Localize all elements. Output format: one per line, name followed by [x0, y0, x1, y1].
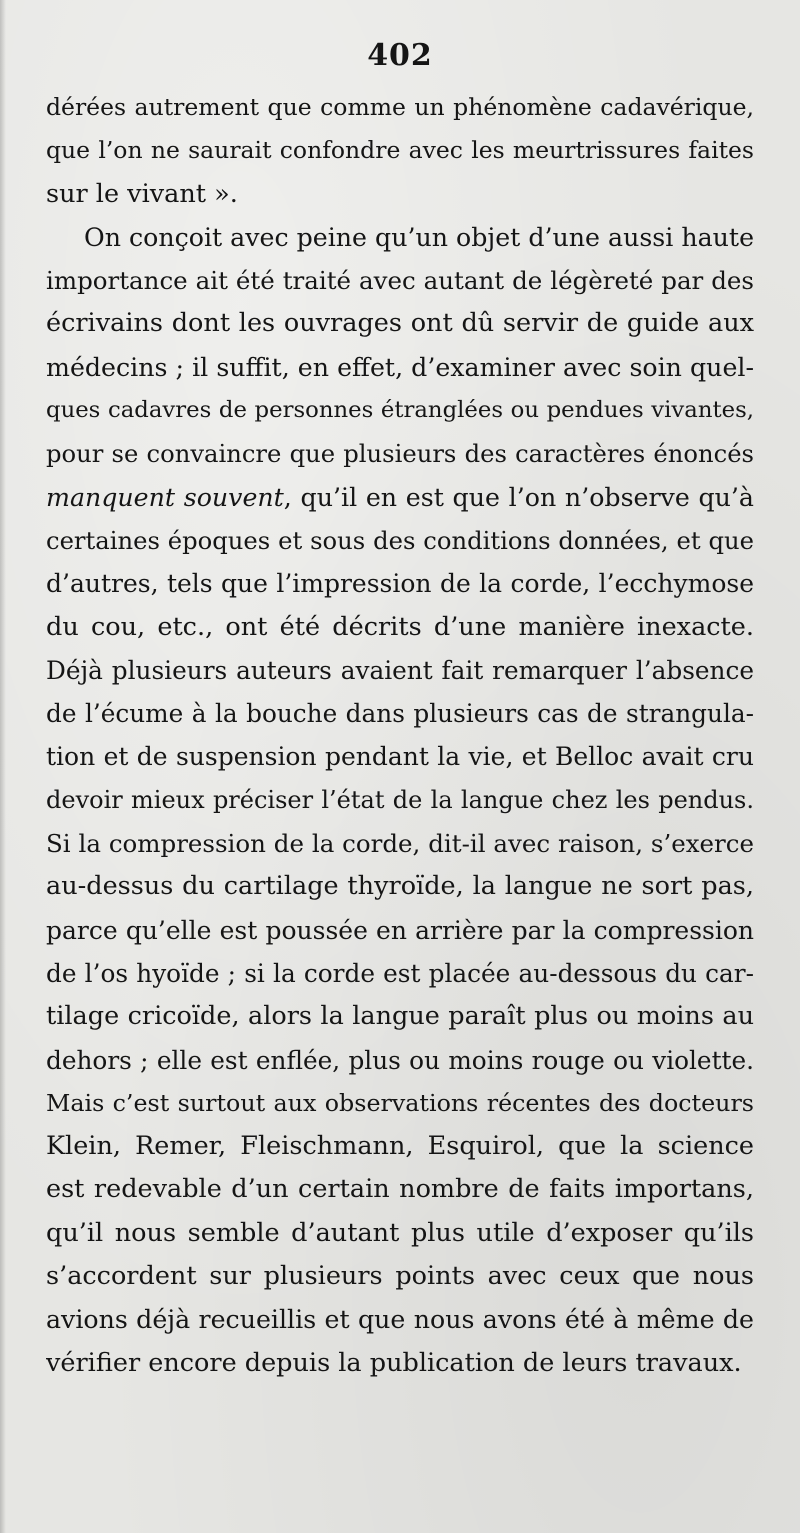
text-line: Klein, Remer, Fleischmann, Esquirol, que la science [46, 1131, 754, 1162]
text-line: au-dessus du cartilage thyroïde, la langue ne sort pas, [46, 871, 754, 902]
text-line: Déjà plusieurs auteurs avaient fait remarquer l’absence [46, 655, 754, 685]
text-line: du cou, etc., ont été décrits d’une manière inexacte. [46, 611, 754, 642]
text-line: que l’on ne saurait confondre avec les meurtrissures faites [46, 136, 754, 165]
text-line: dérées autrement que comme un phénomène cadavérique, [46, 93, 754, 121]
text-line: tilage cricoïde, alors la langue paraît plus ou moins au [46, 1001, 754, 1032]
text-line: écrivains dont les ouvrages ont dû servir de guide aux [46, 308, 754, 339]
body-text [46, 86, 754, 1385]
text-line: avions déjà recueillis et que nous avons été à même de [46, 1305, 754, 1335]
text-line: est redevable d’un certain nombre de faits importans, [46, 1174, 754, 1205]
text-line: parce qu’elle est poussée en arrière par la compression [46, 915, 754, 945]
text-line: Si la compression de la corde, dit-il avec raison, s’exerce [46, 829, 754, 859]
text-line: qu’il nous semble d’autant plus utile d’exposer qu’ils [46, 1217, 754, 1248]
text-line: importance ait été traité avec autant de légèreté par des [46, 266, 754, 296]
text-line-rest: , qu’il en est que l’on n’observe qu’à [283, 482, 754, 512]
text-line: sur le vivant ». [46, 178, 238, 209]
page-number: 402 [367, 38, 433, 73]
text-line: On conçoit avec peine qu’un objet d’une aussi haute [84, 222, 754, 252]
text-line: Mais c’est surtout aux observations récentes des docteurs [46, 1088, 754, 1117]
text-line: s’accordent sur plusieurs points avec ceux que nous [46, 1261, 754, 1292]
text-line: ques cadavres de personnes étranglées ou pendues vivantes, [46, 397, 754, 424]
text-line: certaines époques et sous des conditions données, et que [46, 525, 754, 555]
text-line [46, 476, 754, 519]
text-line: tion et de suspension pendant la vie, et Belloc avait cru [46, 742, 754, 772]
text-line: de l’écume à la bouche dans plusieurs cas de strangula- [46, 699, 754, 729]
text-line: devoir mieux préciser l’état de la langue chez les pendus. [46, 785, 754, 814]
text-line: d’autres, tels que l’impression de la corde, l’ecchymose [46, 569, 754, 599]
text-line: vérifier encore depuis la publication de leurs travaux. [46, 1347, 742, 1378]
italic-phrase: manquent souvent [46, 482, 284, 512]
page-edge-shadow [0, 0, 6, 1533]
text-line: de l’os hyoïde ; si la corde est placée au-dessous du car- [46, 958, 754, 988]
text-line: dehors ; elle est enflée, plus ou moins rouge ou violette. [46, 1045, 754, 1075]
text-line: pour se convaincre que plusieurs des caractères énoncés [46, 439, 754, 469]
text-line: médecins ; il suffit, en effet, d’examiner avec soin quel- [46, 352, 754, 382]
